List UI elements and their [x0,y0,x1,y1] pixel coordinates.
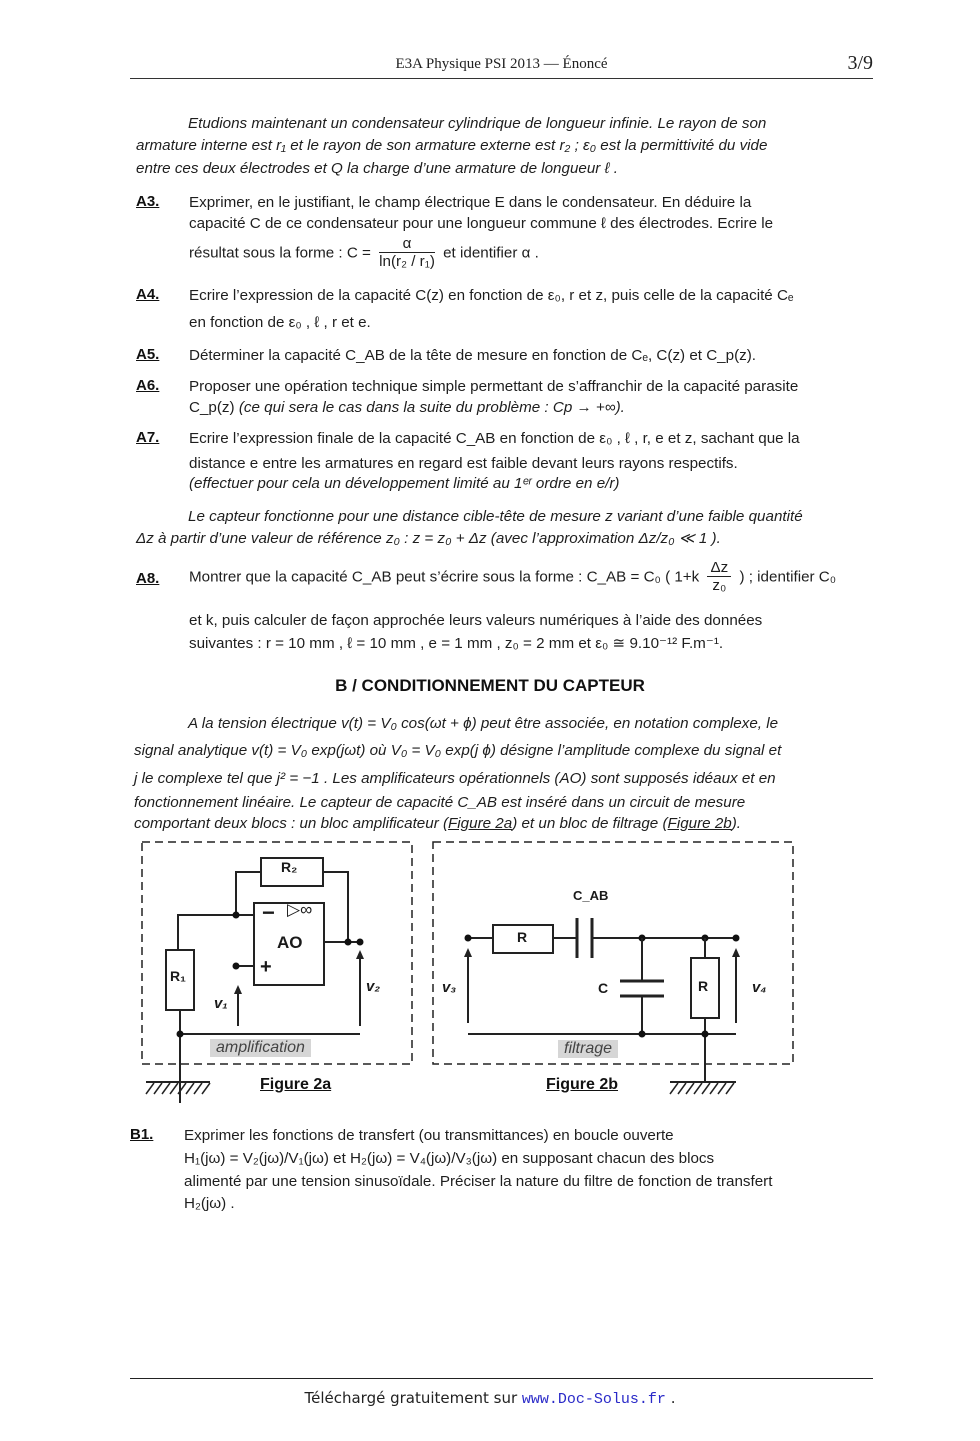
section-b-line-5-pre: comportant deux blocs : un bloc amplificateur ( [134,815,449,832]
section-b-title: B / CONDITIONNEMENT DU CAPTEUR [335,676,645,695]
opamp-plus-label: + [260,956,272,978]
page-header [130,52,873,79]
section-b-line-2: signal analytique v(t) = V₀ exp(jωt) où V₀ = V₀ exp(j ϕ) désigne l’amplitude complexe du signal et [134,742,782,759]
capteur-line-1: Le capteur fonctionne pour une distance cible-tête de mesure z variant d’une faible quantité [188,508,803,525]
resistor-r-series-label: R [517,929,528,945]
resistor-r-shunt-label: R [698,978,709,994]
question-b1-line-2: H₁(jω) = V₂(jω)/V₁(jω) et H₂(jω) = V₄(jω)/V₃(jω) en supposant chacun des blocs [184,1150,715,1167]
section-b-line-3: j le complexe tel que j² = −1 . Les amplificateurs opérationnels (AO) sont supposés idéaux et en [134,770,776,787]
question-a7-line-3: (effectuer pour cela un développement limité au 1ᵉʳ ordre en e/r) [189,475,620,492]
section-b-line-5-post: ). [731,815,741,832]
question-a6-line-1: Proposer une opération technique simple permettant de s’affranchir de la capacité parasite [189,378,799,395]
intro-line-1: Etudions maintenant un condensateur cylindrique de longueur infinie. Le rayon de son [188,115,767,132]
question-a4-line-2: en fonction de ε₀ , ℓ , r et e. [189,314,371,331]
intro-line-3: entre ces deux électrodes et Q la charge d’une armature de longueur ℓ . [136,160,618,177]
voltage-v4-label: v₄ [752,979,767,996]
question-a7-label: A7. [136,429,160,446]
intro-line-2: armature interne est r₁ et le rayon de son armature externe est r₂ ; ε₀ est la permittivité du vide [136,137,768,154]
question-a6-cp: C_p(z) [189,399,235,416]
question-a7-line-1: Ecrire l’expression finale de la capacité C_AB en fonction de ε₀ , ℓ , r, e et z, sachant que la [189,430,800,447]
question-a3-label: A3. [136,193,160,210]
amplification-block-label: amplification [210,1039,311,1057]
figure-2a-link[interactable]: Figure 2a [448,815,513,832]
question-a8-line-1-post: ) ; identifier C₀ [739,568,837,586]
fraction-denominator: ln(r₂ / r₁) [379,253,435,270]
capacitor-cab-label: C_AB [573,888,609,903]
figure-2a-caption: Figure 2a [260,1076,332,1093]
question-a8-line-2: et k, puis calculer de façon approchée leurs valeurs numériques à l’aide des données [189,612,763,629]
footer-suffix: . [665,1389,676,1407]
fraction-denominator: z₀ [712,577,727,594]
resistor-r2-label: R₂ [281,859,298,875]
section-b-line-5 [134,813,878,836]
question-a8-line-1-pre: Montrer que la capacité C_AB peut s’écrire sous la forme : C_AB = C₀ ( 1+k [189,568,700,586]
fraction-numerator: Δz [707,560,731,577]
dz-fraction [707,560,731,595]
filter-circuit-diagram [430,838,800,1103]
question-a4-line-1: Ecrire l’expression de la capacité C(z) en fonction de ε₀, r et z, puis celle de la capacité Cₑ [189,287,794,304]
section-b-line-5-mid: ) et un bloc de filtrage ( [512,815,668,832]
page-footer [0,1389,980,1408]
resistor-r1-label: R₁ [170,968,186,984]
question-a6-label: A6. [136,377,160,394]
figure-2b [430,838,800,1103]
section-b-line-1: A la tension électrique v(t) = V₀ cos(ωt + ϕ) peut être associée, en notation complexe, le [188,715,779,732]
voltage-v1-label: v₁ [214,995,228,1012]
question-b1-line-3: alimenté par une tension sinusoïdale. Préciser la nature du filtre de fonction de transfert [184,1173,773,1190]
question-a5-line-1: Déterminer la capacité C_AB de la tête de mesure en fonction de Cₑ, C(z) et C_p(z). [189,347,756,364]
capacitor-c-label: C [598,980,609,996]
question-a3-line-1: Exprimer, en le justifiant, le champ électrique E dans le condensateur. En déduire la [189,194,752,211]
section-b-line-4: fonctionnement linéaire. Le capteur de capacité C_AB est inséré dans un circuit de mesure [134,794,746,811]
question-a8-label: A8. [136,570,160,587]
question-a3-line-3-pre: résultat sous la forme : C = [189,244,371,262]
figure-2b-link[interactable]: Figure 2b [667,815,732,832]
question-a6-line-2 [189,396,871,420]
footer-text: Téléchargé gratuitement sur [304,1389,522,1407]
figure-2a [138,838,418,1103]
question-a3-line-3-post: et identifier α . [443,244,539,262]
question-b1-line-1: Exprimer les fonctions de transfert (ou transmittances) en boucle ouverte [184,1127,674,1144]
question-a6-note: (ce qui sera le cas dans la suite du problème : Cp → +∞). [238,399,625,416]
page-number: 3/9 [847,52,873,74]
doc-solus-link[interactable]: www.Doc-Solus.fr [521,1391,666,1408]
voltage-v3-label: v₃ [442,979,457,996]
question-b1-line-4: H₂(jω) . [184,1195,235,1212]
opamp-minus-label: − [262,900,275,925]
question-b1-label: B1. [130,1126,154,1143]
voltage-v2-label: v₂ [366,978,381,995]
document-title: E3A Physique PSI 2013 — Énoncé [395,56,608,72]
figure-2b-caption: Figure 2b [546,1076,619,1093]
question-a4-label: A4. [136,286,160,303]
opamp-infinity-icon: ▷∞ [287,900,313,919]
question-a7-line-2: distance e entre les armatures en regard est faible devant leurs rayons respectifs. [189,455,738,472]
capacitance-fraction [379,236,435,271]
footer-divider [130,1378,873,1379]
question-a3-formula-line [189,236,871,271]
question-a8-line-3: suivantes : r = 10 mm , ℓ = 10 mm , e = 1 mm , z₀ = 2 mm et ε₀ ≅ 9.10⁻¹² F.m⁻¹. [189,635,724,652]
question-a3-line-2: capacité C de ce condensateur pour une longueur commune ℓ des électrodes. Ecrire le [189,215,774,232]
question-a5-label: A5. [136,346,160,363]
fraction-numerator: α [379,236,435,253]
capteur-line-2: Δz à partir d’une valeur de référence z₀ : z = z₀ + Δz (avec l’approximation Δz/z₀ ≪ 1 ). [136,530,721,547]
question-a8-formula-line [189,560,879,595]
opamp-label: AO [277,933,303,952]
filtrage-block-label: filtrage [558,1040,618,1058]
